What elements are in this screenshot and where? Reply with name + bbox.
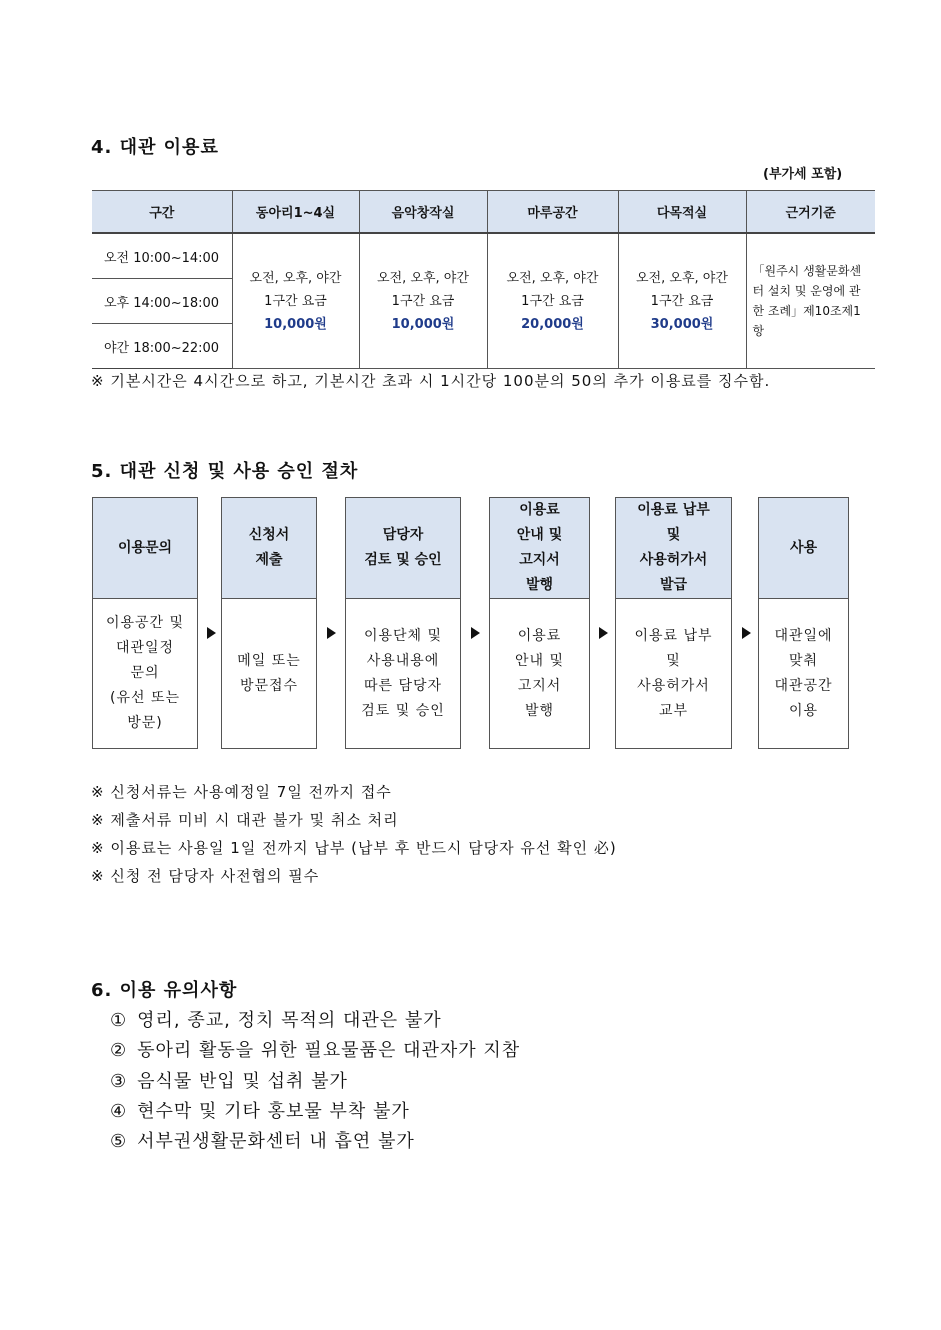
fee-unit: 1구간 요금 [521,293,584,309]
flow-step-title: 이용료 납부 및 사용허가서 발급 [616,498,731,599]
flow-step-payment [615,497,732,749]
flow-step-title: 신청서 제출 [222,498,316,599]
arrow-right-icon [471,627,480,639]
list-item [110,1097,410,1123]
item-number: ② [110,1040,128,1061]
flow-step-desc: 메일 또는 방문접수 [237,652,301,694]
fee-table [92,190,875,369]
header-basis: 근거기준 [746,191,875,234]
flow-note: ※ 신청서류는 사용예정일 7일 전까지 접수 [91,783,392,801]
flow-step-desc: 이용료 안내 및 고지서 발행 [514,627,565,719]
item-number: ① [110,1010,128,1031]
slot-afternoon: 오후 14:00~18:00 [92,279,232,324]
flow-note: ※ 제출서류 미비 시 대관 불가 및 취소 처리 [91,811,399,829]
item-text: 동아리 활동을 위한 필요물품은 대관자가 지참 [137,1040,521,1061]
flow-note: ※ 신청 전 담당자 사전협의 필수 [91,867,320,885]
item-number: ④ [110,1101,128,1122]
fee-table-header [92,191,875,234]
arrow-right-icon [207,627,216,639]
fee-unit: 1구간 요금 [264,293,327,309]
fee-desc: 오전, 오후, 야간 [377,270,469,286]
item-text: 영리, 종교, 정치 목적의 대관은 불가 [137,1010,442,1031]
flow-step-desc: 이용단체 및 사용내용에 따른 담당자 검토 및 승인 [361,627,445,719]
flow-step-desc: 대관일에 맞춰 대관공간 이용 [774,627,833,719]
arrow-right-icon [742,627,751,639]
section6-title: 6. 이용 유의사항 [91,980,238,1001]
section5-title: 5. 대관 신청 및 사용 승인 절차 [91,461,359,482]
flow-step-inquiry [92,497,198,749]
flow-step-use [758,497,849,749]
flow-step-title: 담당자 검토 및 승인 [346,498,460,599]
fee-multipurpose-room [618,233,746,369]
flow-step-review [345,497,461,749]
flow-note: ※ 이용료는 사용일 1일 전까지 납부 (납부 후 반드시 담당자 유선 확인 必) [91,839,617,857]
flow-step-title: 사용 [759,498,848,599]
basis-text: 「원주시 생활문화센터 설치 및 운영에 관한 조례」제10조제1항 [746,233,875,369]
item-text: 음식물 반입 및 섭취 불가 [137,1071,348,1092]
flow-step-desc: 이용공간 및 대관일정 문의 (유선 또는 방문) [105,615,185,731]
list-item [110,1127,415,1153]
slot-morning: 오전 10:00~14:00 [92,233,232,279]
item-number: ③ [110,1071,128,1092]
fee-price: 10,000원 [391,316,455,332]
fee-desc: 오전, 오후, 야간 [636,270,728,286]
fee-note: ※ 기본시간은 4시간으로 하고, 기본시간 초과 시 1시간당 100분의 50의 추가 이용료를 징수함. [91,372,771,390]
fee-unit: 1구간 요금 [650,293,714,309]
header-slot: 구간 [92,191,232,234]
fee-club-room [232,233,359,369]
list-item [110,1067,348,1093]
header-music-room: 음악창작실 [359,191,487,234]
item-text: 현수막 및 기타 홍보물 부착 불가 [137,1101,410,1122]
flow-step-application [221,497,317,749]
fee-desc: 오전, 오후, 야간 [249,270,342,286]
fee-desc: 오전, 오후, 야간 [506,270,599,286]
flow-step-notice [489,497,590,749]
item-number: ⑤ [110,1131,128,1152]
fee-floor-space [487,233,618,369]
header-multipurpose-room: 다목적실 [618,191,746,234]
fee-price: 30,000원 [650,316,714,332]
flow-step-title: 이용료 안내 및 고지서 발행 [490,498,589,599]
header-floor-space: 마루공간 [487,191,618,234]
fee-price: 10,000원 [264,316,327,332]
vat-note: (부가세 포함) [763,167,843,182]
table-row [92,233,875,279]
item-text: 서부권생활문화센터 내 흡연 불가 [137,1131,415,1152]
section4-title: 4. 대관 이용료 [91,137,219,158]
list-item [110,1006,442,1032]
arrow-right-icon [327,627,336,639]
fee-price: 20,000원 [521,316,584,332]
arrow-right-icon [599,627,608,639]
fee-music-room [359,233,487,369]
slot-night: 야간 18:00~22:00 [92,324,232,369]
header-club-room: 동아리1~4실 [232,191,359,234]
flow-step-desc: 이용료 납부 및 사용허가서 교부 [634,627,713,719]
flow-step-title: 이용문의 [93,498,197,599]
fee-unit: 1구간 요금 [391,293,455,309]
list-item [110,1036,520,1062]
